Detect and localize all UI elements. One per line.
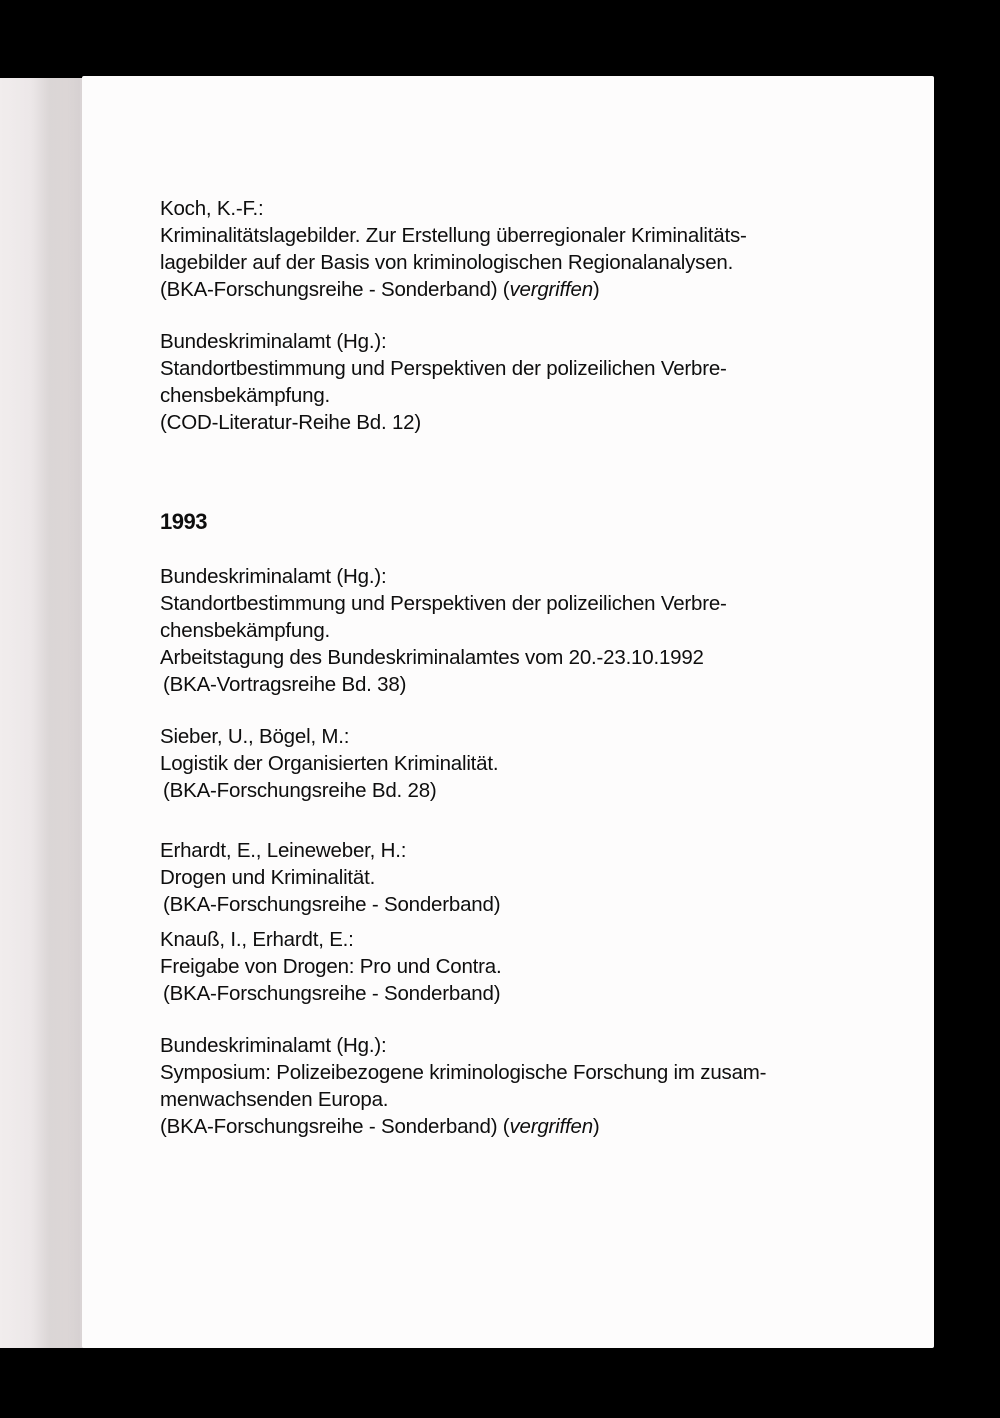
entry-author: Sieber, U., Bögel, M.: [160, 725, 350, 748]
series-suffix: ) [592, 1115, 600, 1138]
year-heading: 1993 [160, 509, 207, 534]
entry-erhardt-leineweber [160, 837, 840, 918]
series-prefix: (BKA-Forschungsreihe - Sonderband) ( [160, 1115, 510, 1138]
entry-series: (COD-Literatur-Reihe Bd. 12) [160, 411, 421, 434]
entry-author: Bundeskriminalamt (Hg.): [160, 330, 387, 353]
out-of-print-note: vergriffen [509, 1115, 593, 1138]
entry-series: (BKA-Forschungsreihe - Sonderband) [163, 893, 501, 916]
entry-bka-symposium [160, 1032, 840, 1140]
entry-title-line: Drogen und Kriminalität. [160, 866, 376, 889]
entry-bka-standortbestimmung-cod [160, 328, 840, 436]
entry-series [160, 1113, 840, 1140]
entry-author: Koch, K.-F.: [160, 197, 264, 220]
entry-author: Knauß, I., Erhardt, E.: [160, 928, 354, 951]
page-gutter-shadow [30, 78, 80, 1348]
entry-title-line: Logistik der Organisierten Kriminalität. [160, 752, 499, 775]
entry-title-line: Standortbestimmung und Perspektiven der polizeilichen Verbre- [160, 592, 727, 615]
entry-title-line: chensbekämpfung. [160, 619, 331, 642]
entry-title-line: Symposium: Polizeibezogene kriminologische Forschung im zusam- [160, 1061, 767, 1084]
entry-title-line: menwachsenden Europa. [160, 1088, 389, 1111]
series-prefix: (BKA-Forschungsreihe - Sonderband) ( [160, 278, 510, 301]
entry-sieber-boegel [160, 723, 840, 804]
out-of-print-note: vergriffen [509, 278, 593, 301]
entry-title-line: Kriminalitätslagebilder. Zur Erstellung überregionaler Kriminalitäts- [160, 224, 747, 247]
entry-author: Bundeskriminalamt (Hg.): [160, 565, 387, 588]
entry-title-line: chensbekämpfung. [160, 384, 331, 407]
entry-title-line: lagebilder auf der Basis von kriminologischen Regionalanalysen. [160, 251, 734, 274]
series-suffix: ) [592, 278, 600, 301]
entry-series: (BKA-Forschungsreihe Bd. 28) [163, 779, 437, 802]
entry-title-line: Freigabe von Drogen: Pro und Contra. [160, 955, 502, 978]
entry-series: (BKA-Forschungsreihe - Sonderband) [163, 982, 501, 1005]
entry-title-line: Standortbestimmung und Perspektiven der polizeilichen Verbre- [160, 357, 727, 380]
entry-subtitle: Arbeitstagung des Bundeskriminalamtes vom 20.-23.10.1992 [160, 646, 704, 669]
entry-author: Erhardt, E., Leineweber, H.: [160, 839, 407, 862]
entry-knauss-erhardt [160, 926, 840, 1007]
entry-author: Bundeskriminalamt (Hg.): [160, 1034, 387, 1057]
entry-koch [160, 195, 840, 303]
bibliography-text [160, 195, 840, 1140]
entry-series [160, 276, 840, 303]
entry-series: (BKA-Vortragsreihe Bd. 38) [163, 673, 407, 696]
entry-bka-standortbestimmung-vortrag [160, 563, 840, 698]
